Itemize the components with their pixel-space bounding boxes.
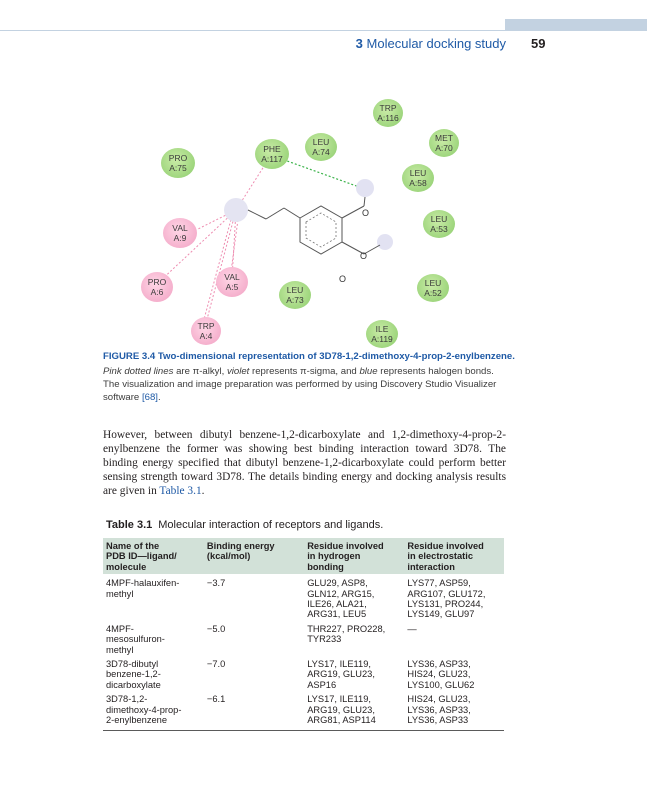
residue-leu52: LEU A:52 [417, 274, 449, 302]
note-text: represents halogen bonds. The visualization and image preparation was performed by using Discovery Studio Visualizer software [103, 366, 497, 403]
aromatic-ring [306, 213, 336, 247]
table-cell: −6.1 [204, 690, 304, 730]
table-header-row [103, 538, 504, 574]
header-accent-bar [505, 19, 647, 30]
table-cell: — [407, 623, 417, 634]
table-number: Table 3.1 [106, 519, 153, 531]
table-row [103, 690, 504, 730]
chapter-title: Molecular docking study [366, 36, 506, 51]
citation-link[interactable]: [68] [141, 392, 158, 403]
table-cell: −3.7 [206, 578, 226, 589]
note-term: Pink dotted lines [103, 366, 174, 377]
table-cell: HIS24, GLU23, LYS36, ASP33, LYS36, ASP33 [404, 690, 504, 730]
column-header: Binding energy (kcal/mol) [204, 538, 304, 574]
table-cell: 4MPF-halauxifen- methyl [106, 578, 180, 599]
hydrogen-sphere [356, 179, 374, 197]
interaction-table [103, 538, 504, 731]
figure-caption: FIGURE 3.4 Two-dimensional representation of 3D78-1,2-dimethoxy-4-prop-2-enylbenzene. [103, 351, 515, 362]
oxygen-label: O [339, 274, 347, 284]
table-cell: LYS36, ASP33, HIS24, GLU23, LYS100, GLU62 [407, 659, 475, 690]
table-cell: LYS17, ILE119, ARG19, GLU23, ARG81, ASP114 [304, 690, 404, 730]
note-text: . [157, 392, 161, 403]
residue-val5: VAL A:5 [216, 267, 248, 297]
table-cell: 3D78-dibutyl benzene-1,2- dicarboxylate [106, 659, 161, 690]
residue-trp4: TRP A:4 [191, 317, 221, 345]
note-term: blue [359, 366, 378, 377]
oxygen-label: O [362, 208, 370, 218]
ligand-skeleton [248, 197, 380, 254]
residue-val9: VAL A:9 [163, 218, 197, 248]
running-head [356, 36, 506, 51]
hydrogen-bond-line [276, 157, 362, 188]
table-row [103, 620, 504, 655]
residue-leu73: LEU A:73 [279, 281, 311, 309]
table-cell: LYS77, ASP59, ARG107, GLU172, LYS131, PRO244, LYS149, GLU97 [407, 578, 486, 620]
residue-phe117: PHE A:117 [255, 139, 289, 169]
oxygen-label: O [360, 251, 368, 261]
table-cell: 4MPF- mesosulfuron- methyl [106, 623, 165, 655]
note-text: represents π-sigma, and [249, 366, 360, 377]
column-header: Residue involved in electrostatic interaction [404, 538, 504, 574]
residue-pro6: PRO A:6 [141, 272, 173, 302]
table-cell: −5.0 [206, 623, 226, 634]
note-term: violet [226, 366, 250, 377]
residue-ile119: ILE A:119 [366, 320, 398, 348]
table-reference-link[interactable]: Table 3.1 [159, 485, 202, 497]
table-cell: 3D78-1,2- dimethoxy-4-prop- 2-enylbenzene [103, 690, 204, 730]
carbon-sphere [224, 198, 248, 222]
table-cell: GLU29, ASP8, GLN12, ARG15, ILE26, ALA21, ARG31, LEU5 [307, 578, 375, 620]
table-cell: THR227, PRO228, TYR233 [307, 623, 386, 645]
interaction-diagram [100, 95, 550, 350]
paragraph-end: . [201, 485, 205, 497]
residue-trp116: TRP A:116 [373, 99, 403, 127]
column-header: Residue involved in hydrogen bonding [304, 538, 404, 574]
chapter-number: 3 [355, 36, 363, 51]
note-text: are π-alkyl, [173, 366, 227, 377]
residue-leu58: LEU A:58 [402, 164, 434, 192]
column-header: Name of the PDB ID—ligand/ molecule [103, 538, 204, 574]
table-title: Molecular interaction of receptors and ligands. [158, 519, 384, 531]
header-rule [0, 30, 647, 31]
table-caption [106, 519, 383, 531]
table-row [103, 574, 504, 620]
residue-leu74: LEU A:74 [305, 133, 337, 161]
table-cell: −7.0 [206, 659, 226, 670]
table-row [103, 655, 504, 690]
residue-leu53: LEU A:53 [423, 210, 455, 238]
figure-note [103, 365, 503, 404]
residue-pro75: PRO A:75 [161, 148, 195, 178]
body-paragraph [103, 428, 506, 498]
table-cell: LYS17, ILE119, ARG19, GLU23, ASP16 [307, 659, 375, 690]
page-number: 59 [531, 36, 546, 51]
residue-met70: MET A:70 [429, 129, 459, 157]
hydrogen-sphere [377, 234, 393, 250]
paragraph-text: However, between dibutyl benzene-1,2-dicarboxylate and 1,2-dimethoxy-4-prop-2-enylbenzene the former was showing best binding interaction toward 3D78. The binding energy specified that dibutyl benzene-1,2-dicarboxylate could perform better sensing strength toward 3D78. The details binding energy and docking analysis results are given in [103, 429, 506, 497]
